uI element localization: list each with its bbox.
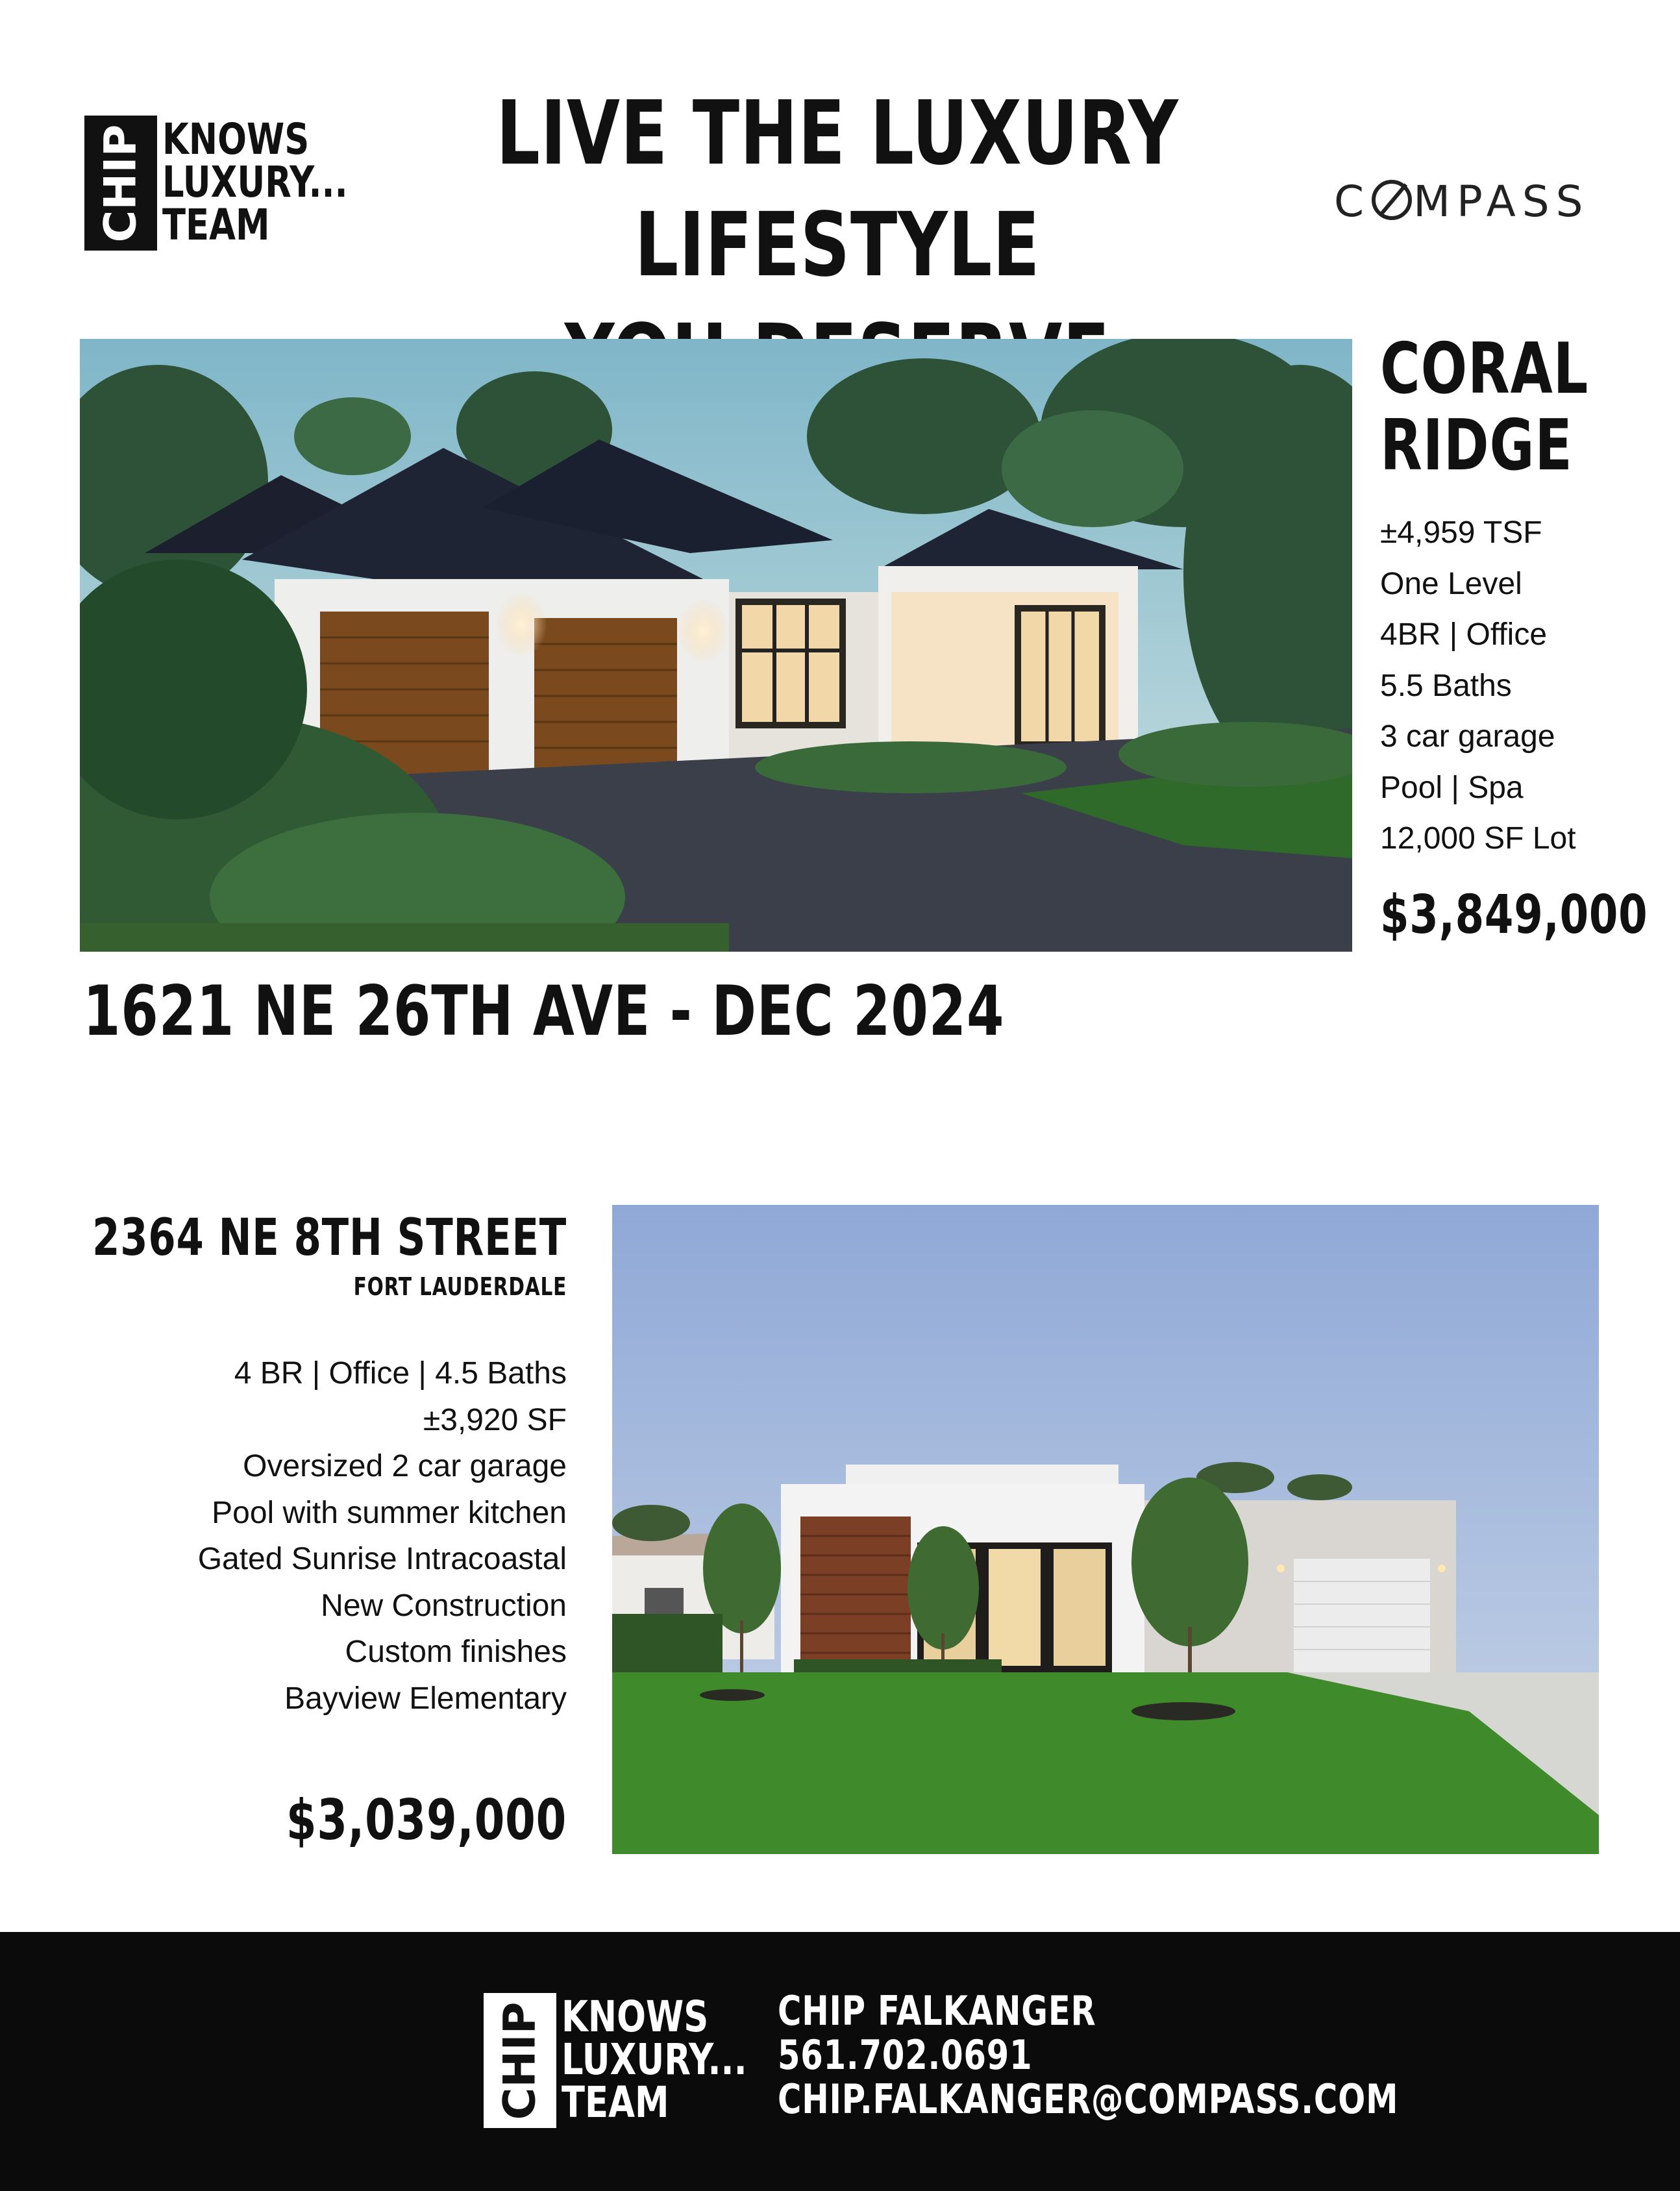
headline-line-1: LIVE THE LUXURY LIFESTYLE xyxy=(496,82,1179,297)
property1-neighborhood xyxy=(1380,328,1648,486)
property2-spec: Bayview Elementary xyxy=(284,1681,567,1716)
property2-address: 2364 NE 8TH STREET xyxy=(92,1209,567,1267)
logo-line-2: LUXURY... xyxy=(162,157,348,207)
compass-logo: C MPASS xyxy=(1334,177,1590,227)
modern-house-photo xyxy=(612,1205,1599,1854)
contact-email[interactable]: CHIP.FALKANGER@COMPASS.COM xyxy=(778,2075,1399,2123)
property2-spec: 4 BR | Office | 4.5 Baths xyxy=(234,1356,567,1391)
property1-spec: 3 car garage xyxy=(1380,719,1555,754)
logo-line-3: TEAM xyxy=(162,200,270,250)
logo-line-1: KNOWS xyxy=(162,114,310,164)
property1-spec: One Level xyxy=(1380,566,1522,601)
property1-photo xyxy=(80,339,1352,952)
property1-price: $3,849,000 xyxy=(1380,884,1648,946)
property1-spec: 12,000 SF Lot xyxy=(1380,821,1576,856)
logo-chip-box xyxy=(84,116,157,251)
footer-logo-chip-box xyxy=(484,1993,556,2128)
property2-price: $3,039,000 xyxy=(286,1788,567,1853)
property2-spec: New Construction xyxy=(321,1588,567,1623)
property2-spec: Pool with summer kitchen xyxy=(212,1495,567,1530)
footer-logo-words xyxy=(562,1992,793,2127)
footer-logo-chip-text: CHIP xyxy=(494,2001,546,2120)
compass-o-icon xyxy=(1372,180,1412,220)
property2-spec: Gated Sunrise Intracoastal xyxy=(197,1542,567,1576)
property2-photo xyxy=(612,1205,1599,1854)
contact-name: CHIP FALKANGER xyxy=(778,1987,1096,2035)
property1-name-line-1: CORAL xyxy=(1380,328,1589,410)
contact-phone[interactable]: 561.702.0691 xyxy=(778,2031,1033,2079)
property1-name-line-2: RIDGE xyxy=(1380,405,1573,486)
property2-spec: ±3,920 SF xyxy=(423,1402,567,1437)
property1-address: 1621 NE 26TH AVE - DEC 2024 xyxy=(83,971,1005,1051)
footer-logo-line-3: TEAM xyxy=(562,2077,669,2127)
footer-logo xyxy=(484,1993,793,2128)
property1-spec: Pool | Spa xyxy=(1380,770,1524,805)
property2-specs xyxy=(198,1350,567,1722)
house-render-image xyxy=(80,339,1352,952)
property1-spec: 4BR | Office xyxy=(1380,617,1548,652)
contact-block xyxy=(778,1989,1553,2122)
footer-logo-line-2: LUXURY... xyxy=(562,2035,747,2085)
property2-city: FORT LAUDERDALE xyxy=(353,1272,567,1301)
logo-chip-text: CHIP xyxy=(95,124,147,242)
property1-specs xyxy=(1380,508,1576,865)
property1-spec: ±4,959 TSF xyxy=(1380,515,1542,550)
property2-spec: Oversized 2 car garage xyxy=(243,1449,567,1483)
property2-spec: Custom finishes xyxy=(345,1635,567,1669)
property1-spec: 5.5 Baths xyxy=(1380,668,1512,703)
footer-logo-line-1: KNOWS xyxy=(562,1992,709,2042)
